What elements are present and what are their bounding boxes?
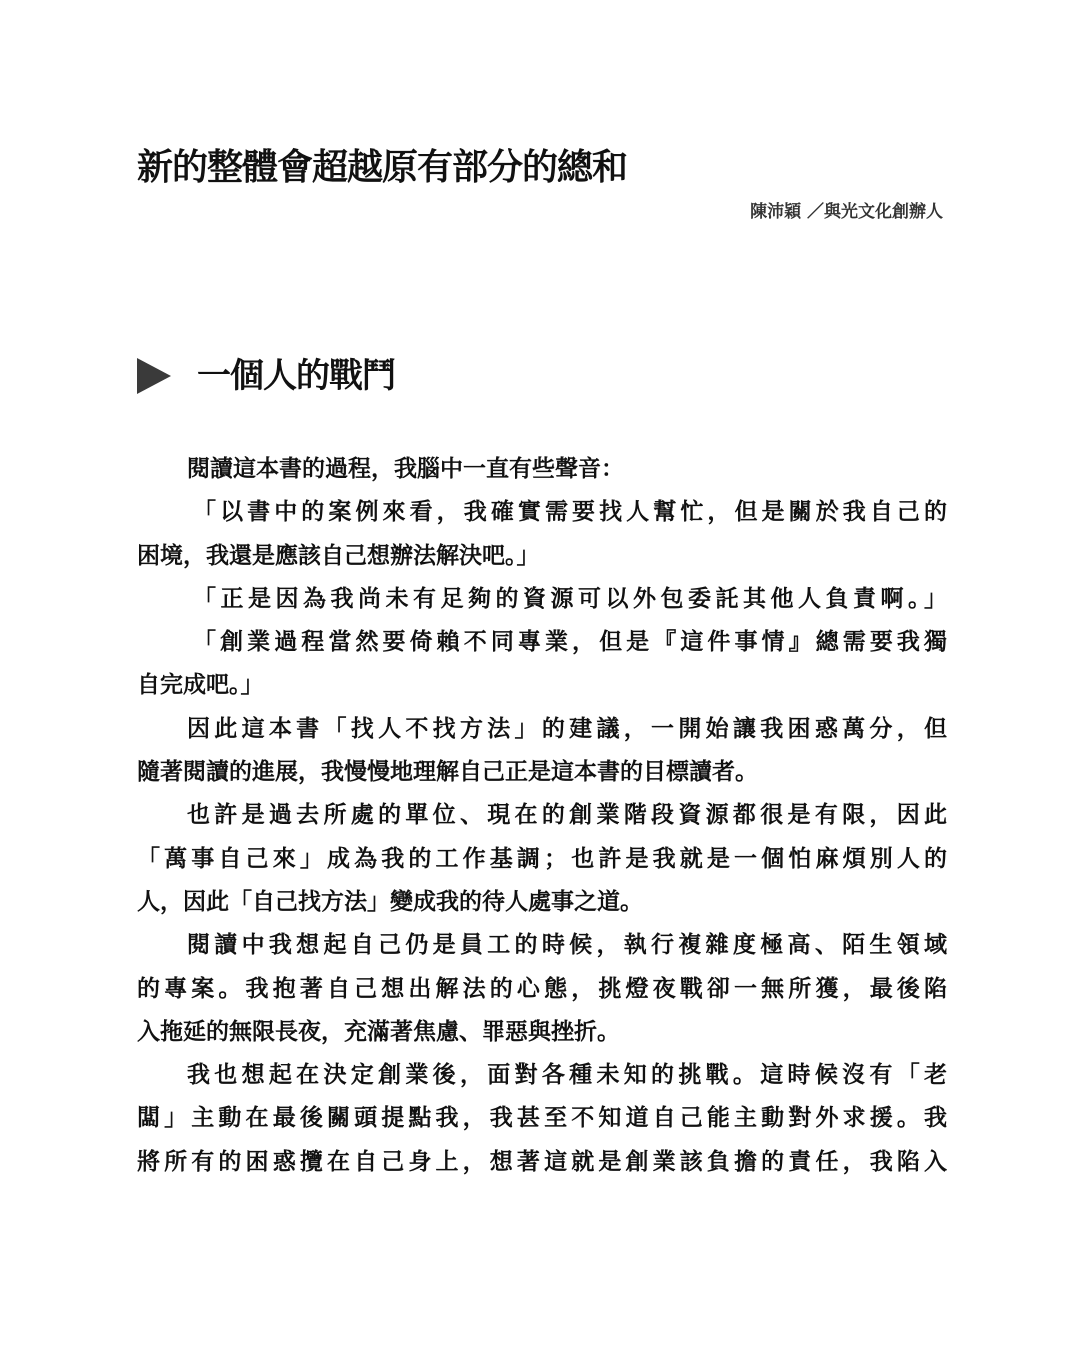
author-byline: 陳沛穎 ／與光文化創辦人	[750, 202, 943, 222]
body-line: 闆」主動在最後關頭提點我，我甚至不知道自己能主動對外求援。我	[137, 1105, 947, 1132]
body-text	[137, 448, 947, 1184]
body-line: 「正是因為我尚未有足夠的資源可以外包委託其他人負責啊。」	[193, 585, 947, 612]
body-line: 「以書中的案例來看，我確實需要找人幫忙，但是關於我自己的	[193, 499, 947, 526]
body-line: 隨著閱讀的進展，我慢慢地理解自己正是這本書的目標讀者。	[137, 759, 758, 786]
body-line: 閱讀這本書的過程，我腦中一直有些聲音：	[187, 456, 624, 482]
section-title: 一個人的戰鬥	[197, 356, 395, 396]
triangle-bullet-icon	[137, 358, 171, 394]
article-title: 新的整體會超越原有部分的總和	[137, 147, 628, 188]
body-line: 閱讀中我想起自己仍是員工的時候，執行複雜度極高、陌生領域	[187, 932, 947, 959]
body-line: 困境，我還是應該自己想辦法解決吧。」	[137, 542, 540, 569]
body-line: 入拖延的無限長夜，充滿著焦慮、罪惡與挫折。	[137, 1018, 620, 1045]
body-line: 「創業過程當然要倚賴不同專業，但是『這件事情』總需要我獨	[193, 629, 947, 656]
body-line: 也許是過去所處的單位、現在的創業階段資源都很是有限，因此	[187, 802, 947, 829]
body-line: 我也想起在決定創業後，面對各種未知的挑戰。這時候沒有「老	[187, 1062, 947, 1089]
body-line: 自完成吧。」	[137, 672, 264, 699]
body-line: 「萬事自己來」成為我的工作基調；也許是我就是一個怕麻煩別人的	[137, 845, 947, 872]
section-heading	[137, 348, 395, 404]
body-line: 將所有的困惑攬在自己身上，想著這就是創業該負擔的責任，我陷入	[137, 1148, 947, 1175]
body-line: 因此這本書「找人不找方法」的建議，一開始讓我困惑萬分，但	[187, 715, 947, 742]
body-line: 人，因此「自己找方法」變成我的待人處事之道。	[137, 888, 643, 915]
body-line: 的專案。我抱著自己想出解法的心態，挑燈夜戰卻一無所獲，最後陷	[137, 975, 947, 1002]
